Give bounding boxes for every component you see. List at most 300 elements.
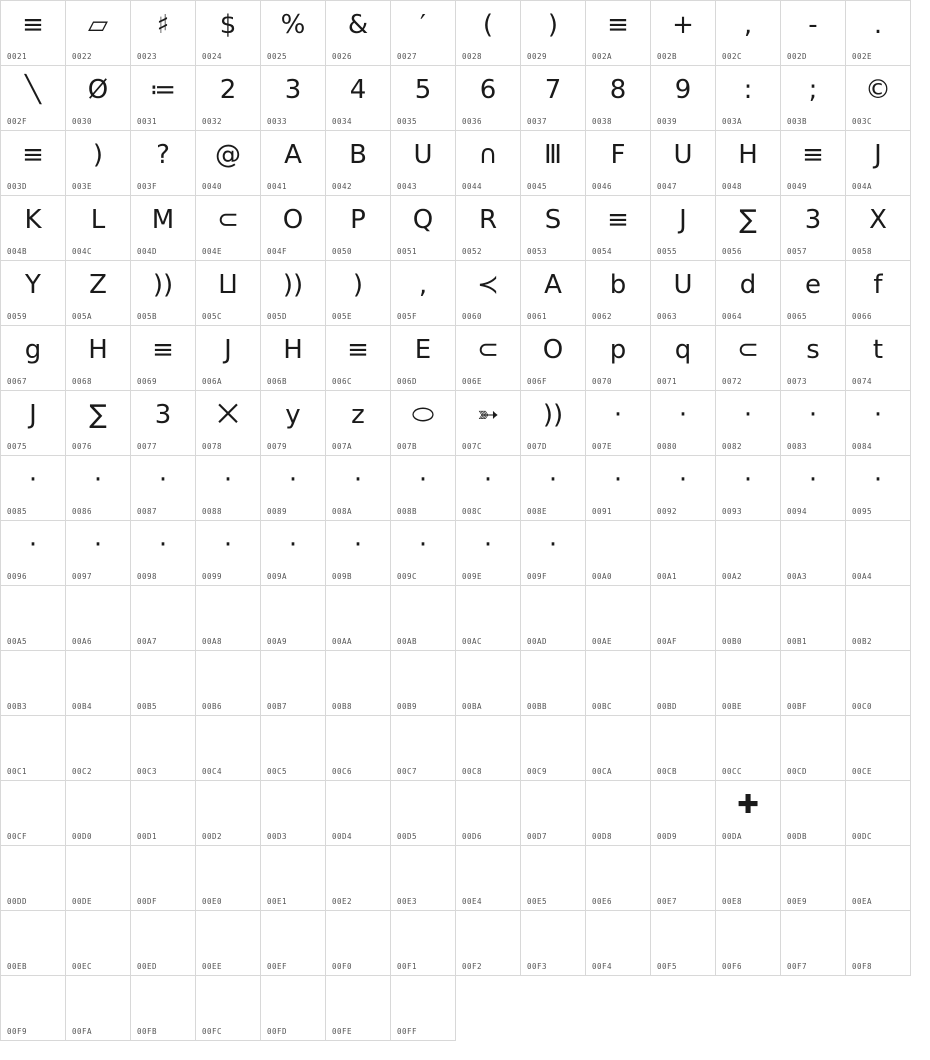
glyph-cell[interactable]	[456, 131, 521, 196]
glyph-cell[interactable]	[651, 846, 716, 911]
glyph-cell[interactable]	[1, 131, 66, 196]
glyph-cell[interactable]	[391, 846, 456, 911]
glyph-cell[interactable]	[586, 651, 651, 716]
glyph-cell[interactable]	[586, 131, 651, 196]
glyph-preview	[716, 848, 780, 892]
glyph-cell[interactable]	[586, 716, 651, 781]
glyph-cell[interactable]	[66, 586, 131, 651]
glyph-preview	[716, 718, 780, 762]
glyph-cell[interactable]	[131, 326, 196, 391]
glyph-cell[interactable]	[391, 326, 456, 391]
glyph-preview	[391, 978, 455, 1022]
glyph-cell[interactable]	[196, 976, 261, 1041]
glyph-cell[interactable]	[326, 391, 391, 456]
glyph-cell[interactable]	[326, 781, 391, 846]
glyph-preview	[66, 783, 130, 827]
glyph-cell[interactable]	[781, 131, 846, 196]
glyph-cell[interactable]	[716, 846, 781, 911]
glyph-cell[interactable]	[66, 326, 131, 391]
glyph-cell[interactable]	[391, 976, 456, 1041]
glyph-cell[interactable]	[521, 456, 586, 521]
glyph-codepoint-label: 00F8	[852, 962, 873, 971]
glyph-cell[interactable]	[326, 456, 391, 521]
glyph-codepoint-label: 00C9	[527, 767, 548, 776]
glyph-cell[interactable]	[846, 911, 911, 976]
glyph-codepoint-label: 0096	[7, 572, 28, 581]
glyph-cell[interactable]	[586, 326, 651, 391]
glyph-cell[interactable]	[846, 326, 911, 391]
glyph-cell[interactable]	[586, 911, 651, 976]
glyph-row	[1, 781, 911, 846]
glyph-cell[interactable]	[391, 261, 456, 326]
glyph-preview	[521, 913, 585, 957]
glyph-cell[interactable]	[391, 456, 456, 521]
glyph-cell[interactable]	[586, 846, 651, 911]
glyph-cell[interactable]	[521, 846, 586, 911]
glyph-preview	[781, 523, 845, 567]
glyph-cell[interactable]	[521, 521, 586, 586]
glyph-preview: J	[224, 335, 232, 365]
glyph-codepoint-label: 005C	[202, 312, 223, 321]
glyph-cell[interactable]	[261, 781, 326, 846]
glyph-preview	[781, 913, 845, 957]
glyph-cell[interactable]	[326, 976, 391, 1041]
glyph-cell[interactable]	[846, 66, 911, 131]
glyph-codepoint-label: 00DB	[787, 832, 808, 841]
glyph-cell[interactable]	[846, 781, 911, 846]
glyph-preview: ⊂	[737, 335, 759, 365]
glyph-cell[interactable]	[1, 911, 66, 976]
glyph-cell[interactable]	[66, 716, 131, 781]
glyph-preview: J	[874, 140, 882, 170]
glyph-cell[interactable]	[131, 261, 196, 326]
glyph-preview	[261, 783, 325, 827]
glyph-cell[interactable]	[651, 196, 716, 261]
glyph-cell[interactable]	[716, 781, 781, 846]
glyph-cell[interactable]	[456, 196, 521, 261]
glyph-codepoint-label: 0038	[592, 117, 613, 126]
glyph-cell[interactable]	[781, 261, 846, 326]
glyph-cell[interactable]	[326, 716, 391, 781]
glyph-cell[interactable]	[1, 1, 66, 66]
glyph-preview	[131, 653, 195, 697]
glyph-codepoint-label: 00C5	[267, 767, 288, 776]
glyph-codepoint-label: 00BF	[787, 702, 808, 711]
glyph-preview: B	[349, 140, 367, 170]
glyph-cell[interactable]	[716, 586, 781, 651]
glyph-cell[interactable]	[196, 391, 261, 456]
glyph-cell[interactable]	[131, 456, 196, 521]
glyph-cell[interactable]	[456, 781, 521, 846]
glyph-cell[interactable]	[66, 911, 131, 976]
glyph-cell[interactable]	[521, 391, 586, 456]
glyph-codepoint-label: 0055	[657, 247, 678, 256]
glyph-cell[interactable]	[261, 66, 326, 131]
glyph-cell[interactable]	[716, 196, 781, 261]
glyph-cell[interactable]	[456, 846, 521, 911]
glyph-cell[interactable]	[651, 261, 716, 326]
glyph-row	[1, 911, 911, 976]
glyph-preview	[586, 783, 650, 827]
glyph-preview: J	[29, 400, 37, 430]
glyph-cell[interactable]	[326, 66, 391, 131]
glyph-cell[interactable]	[131, 521, 196, 586]
glyph-cell[interactable]	[391, 586, 456, 651]
glyph-preview	[391, 913, 455, 957]
glyph-cell[interactable]	[131, 1, 196, 66]
glyph-cell[interactable]	[521, 651, 586, 716]
glyph-cell[interactable]	[456, 521, 521, 586]
glyph-cell[interactable]	[326, 586, 391, 651]
glyph-cell[interactable]	[1, 651, 66, 716]
glyph-codepoint-label: 0083	[787, 442, 808, 451]
glyph-cell[interactable]	[846, 196, 911, 261]
glyph-cell[interactable]	[716, 651, 781, 716]
glyph-preview: y	[285, 400, 301, 430]
glyph-preview	[131, 718, 195, 762]
glyph-cell[interactable]	[846, 1, 911, 66]
glyph-cell[interactable]	[261, 261, 326, 326]
glyph-cell[interactable]	[261, 521, 326, 586]
glyph-preview	[456, 653, 520, 697]
glyph-cell[interactable]	[781, 456, 846, 521]
glyph-cell[interactable]	[456, 716, 521, 781]
glyph-cell[interactable]	[391, 716, 456, 781]
glyph-preview	[521, 653, 585, 697]
glyph-cell[interactable]	[716, 456, 781, 521]
glyph-cell[interactable]	[391, 196, 456, 261]
glyph-cell[interactable]	[781, 781, 846, 846]
glyph-cell[interactable]	[326, 846, 391, 911]
glyph-cell[interactable]	[651, 651, 716, 716]
glyph-cell[interactable]	[521, 196, 586, 261]
glyph-cell[interactable]	[261, 196, 326, 261]
glyph-cell[interactable]	[261, 326, 326, 391]
glyph-cell[interactable]	[261, 586, 326, 651]
glyph-cell[interactable]	[261, 911, 326, 976]
glyph-codepoint-label: 00BC	[592, 702, 613, 711]
glyph-cell[interactable]	[261, 456, 326, 521]
glyph-row	[1, 1, 911, 66]
glyph-cell[interactable]	[456, 391, 521, 456]
glyph-cell[interactable]	[716, 261, 781, 326]
glyph-preview: ·	[483, 465, 493, 495]
glyph-cell[interactable]	[651, 521, 716, 586]
glyph-codepoint-label: 007A	[332, 442, 353, 451]
glyph-cell[interactable]	[131, 781, 196, 846]
glyph-cell[interactable]	[196, 781, 261, 846]
glyph-cell[interactable]	[391, 66, 456, 131]
glyph-cell[interactable]	[651, 716, 716, 781]
glyph-cell[interactable]	[131, 66, 196, 131]
glyph-cell[interactable]	[261, 976, 326, 1041]
glyph-cell[interactable]	[261, 846, 326, 911]
glyph-cell[interactable]	[1, 976, 66, 1041]
glyph-cell[interactable]	[391, 131, 456, 196]
glyph-cell[interactable]	[846, 716, 911, 781]
glyph-cell[interactable]	[456, 586, 521, 651]
glyph-cell[interactable]	[716, 1, 781, 66]
glyph-cell[interactable]	[716, 131, 781, 196]
glyph-preview: @	[215, 140, 241, 170]
glyph-cell[interactable]	[456, 261, 521, 326]
glyph-cell[interactable]	[131, 716, 196, 781]
glyph-cell[interactable]	[326, 521, 391, 586]
glyph-cell[interactable]	[196, 196, 261, 261]
glyph-cell[interactable]	[781, 391, 846, 456]
glyph-cell[interactable]	[716, 521, 781, 586]
glyph-cell[interactable]	[196, 326, 261, 391]
glyph-preview: ≡	[22, 140, 44, 170]
glyph-preview: ·	[873, 465, 883, 495]
glyph-cell[interactable]	[66, 846, 131, 911]
glyph-codepoint-label: 00DF	[137, 897, 158, 906]
glyph-preview	[781, 718, 845, 762]
glyph-cell[interactable]	[66, 521, 131, 586]
glyph-cell[interactable]	[586, 66, 651, 131]
glyph-cell[interactable]	[456, 1, 521, 66]
glyph-preview	[1, 588, 65, 632]
glyph-codepoint-label: 0082	[722, 442, 743, 451]
glyph-cell[interactable]	[196, 131, 261, 196]
glyph-cell[interactable]	[66, 456, 131, 521]
glyph-preview	[781, 783, 845, 827]
glyph-cell[interactable]	[586, 196, 651, 261]
glyph-cell[interactable]	[781, 846, 846, 911]
glyph-cell[interactable]	[66, 976, 131, 1041]
glyph-cell[interactable]	[716, 66, 781, 131]
glyph-codepoint-label: 00E2	[332, 897, 353, 906]
glyph-cell[interactable]	[846, 456, 911, 521]
glyph-preview	[131, 588, 195, 632]
glyph-preview: O	[542, 335, 564, 365]
glyph-codepoint-label: 00C7	[397, 767, 418, 776]
glyph-cell[interactable]	[846, 846, 911, 911]
glyph-cell[interactable]	[326, 261, 391, 326]
glyph-cell[interactable]	[391, 781, 456, 846]
glyph-cell[interactable]	[521, 586, 586, 651]
glyph-codepoint-label: 00B4	[72, 702, 93, 711]
glyph-cell[interactable]	[261, 131, 326, 196]
glyph-cell[interactable]	[196, 716, 261, 781]
glyph-cell[interactable]	[391, 651, 456, 716]
glyph-preview: ⨉	[217, 400, 239, 430]
glyph-cell[interactable]	[781, 586, 846, 651]
glyph-cell[interactable]	[131, 586, 196, 651]
glyph-cell[interactable]	[131, 911, 196, 976]
glyph-cell[interactable]	[131, 976, 196, 1041]
glyph-cell[interactable]	[196, 651, 261, 716]
glyph-preview: 3	[154, 400, 172, 430]
glyph-preview: ))	[542, 400, 564, 430]
glyph-cell[interactable]	[391, 911, 456, 976]
glyph-codepoint-label: 00F3	[527, 962, 548, 971]
glyph-preview: ∑	[89, 400, 107, 430]
glyph-preview: Ⅲ	[544, 140, 562, 170]
glyph-cell[interactable]	[196, 261, 261, 326]
glyph-cell[interactable]	[651, 1, 716, 66]
glyph-cell[interactable]	[521, 131, 586, 196]
glyph-cell[interactable]	[456, 66, 521, 131]
glyph-cell[interactable]	[781, 66, 846, 131]
glyph-cell[interactable]	[326, 1, 391, 66]
empty-cell	[716, 976, 781, 1041]
glyph-cell[interactable]	[456, 326, 521, 391]
glyph-cell[interactable]	[781, 326, 846, 391]
glyph-cell[interactable]	[1, 261, 66, 326]
glyph-cell[interactable]	[586, 456, 651, 521]
glyph-cell[interactable]	[196, 456, 261, 521]
glyph-cell[interactable]	[846, 131, 911, 196]
glyph-cell[interactable]	[586, 391, 651, 456]
glyph-cell[interactable]	[66, 261, 131, 326]
glyph-cell[interactable]	[196, 66, 261, 131]
glyph-cell[interactable]	[716, 911, 781, 976]
glyph-cell[interactable]	[261, 651, 326, 716]
glyph-cell[interactable]	[846, 521, 911, 586]
glyph-cell[interactable]	[781, 196, 846, 261]
glyph-cell[interactable]	[326, 196, 391, 261]
glyph-cell[interactable]	[66, 651, 131, 716]
glyph-cell[interactable]	[651, 66, 716, 131]
glyph-cell[interactable]	[326, 651, 391, 716]
glyph-cell[interactable]	[846, 651, 911, 716]
glyph-cell[interactable]	[1, 586, 66, 651]
glyph-cell[interactable]	[196, 846, 261, 911]
glyph-cell[interactable]	[66, 196, 131, 261]
glyph-preview	[261, 653, 325, 697]
glyph-codepoint-label: 00C8	[462, 767, 483, 776]
glyph-cell[interactable]	[1, 716, 66, 781]
glyph-cell[interactable]	[521, 716, 586, 781]
glyph-cell[interactable]	[196, 911, 261, 976]
glyph-cell[interactable]	[261, 716, 326, 781]
glyph-cell[interactable]	[521, 911, 586, 976]
glyph-cell[interactable]	[391, 391, 456, 456]
empty-cell	[586, 976, 651, 1041]
glyph-cell[interactable]	[66, 781, 131, 846]
glyph-preview: +	[672, 10, 694, 40]
glyph-codepoint-label: 00D5	[397, 832, 418, 841]
glyph-cell[interactable]	[586, 521, 651, 586]
glyph-cell[interactable]	[326, 911, 391, 976]
glyph-preview	[456, 588, 520, 632]
glyph-cell[interactable]	[586, 261, 651, 326]
glyph-cell[interactable]	[1, 846, 66, 911]
glyph-cell[interactable]	[651, 586, 716, 651]
glyph-codepoint-label: 0052	[462, 247, 483, 256]
glyph-cell[interactable]	[1, 781, 66, 846]
glyph-cell[interactable]	[131, 196, 196, 261]
glyph-cell[interactable]	[326, 131, 391, 196]
glyph-cell[interactable]	[391, 521, 456, 586]
glyph-cell[interactable]	[651, 911, 716, 976]
glyph-cell[interactable]	[651, 456, 716, 521]
glyph-cell[interactable]	[781, 1, 846, 66]
glyph-cell[interactable]	[651, 391, 716, 456]
glyph-cell[interactable]	[716, 326, 781, 391]
glyph-cell[interactable]	[521, 66, 586, 131]
glyph-codepoint-label: 00D4	[332, 832, 353, 841]
glyph-preview: ·	[808, 400, 818, 430]
glyph-codepoint-label: 0071	[657, 377, 678, 386]
glyph-cell[interactable]	[326, 326, 391, 391]
glyph-cell[interactable]	[1, 456, 66, 521]
glyph-cell[interactable]	[1, 391, 66, 456]
glyph-cell[interactable]	[456, 911, 521, 976]
glyph-cell[interactable]	[846, 391, 911, 456]
glyph-cell[interactable]	[781, 911, 846, 976]
glyph-cell[interactable]	[456, 456, 521, 521]
glyph-preview: 8	[609, 75, 627, 105]
glyph-cell[interactable]	[66, 391, 131, 456]
glyph-cell[interactable]	[196, 521, 261, 586]
glyph-cell[interactable]	[716, 716, 781, 781]
glyph-codepoint-label: 00FC	[202, 1027, 223, 1036]
glyph-cell[interactable]	[781, 716, 846, 781]
glyph-cell[interactable]	[1, 326, 66, 391]
glyph-cell[interactable]	[1, 66, 66, 131]
glyph-cell[interactable]	[1, 521, 66, 586]
glyph-cell[interactable]	[521, 781, 586, 846]
glyph-codepoint-label: 00D7	[527, 832, 548, 841]
glyph-codepoint-label: 00B2	[852, 637, 873, 646]
glyph-cell[interactable]	[261, 391, 326, 456]
glyph-preview: ∩	[478, 140, 498, 170]
glyph-cell[interactable]	[846, 586, 911, 651]
glyph-cell[interactable]	[131, 651, 196, 716]
glyph-codepoint-label: 0028	[462, 52, 483, 61]
glyph-row	[1, 716, 911, 781]
glyph-codepoint-label: 0073	[787, 377, 808, 386]
glyph-cell[interactable]	[651, 781, 716, 846]
glyph-cell[interactable]	[261, 1, 326, 66]
glyph-codepoint-label: 0069	[137, 377, 158, 386]
glyph-cell[interactable]	[521, 326, 586, 391]
glyph-cell[interactable]	[196, 586, 261, 651]
glyph-codepoint-label: 00F5	[657, 962, 678, 971]
glyph-preview: ≡	[607, 205, 629, 235]
glyph-cell[interactable]	[521, 1, 586, 66]
glyph-cell[interactable]	[716, 391, 781, 456]
glyph-codepoint-label: 0035	[397, 117, 418, 126]
glyph-cell[interactable]	[521, 261, 586, 326]
glyph-cell[interactable]	[846, 261, 911, 326]
glyph-cell[interactable]	[781, 521, 846, 586]
glyph-cell[interactable]	[586, 586, 651, 651]
glyph-cell[interactable]	[196, 1, 261, 66]
glyph-cell[interactable]	[1, 196, 66, 261]
glyph-cell[interactable]	[131, 846, 196, 911]
glyph-preview	[716, 913, 780, 957]
glyph-cell[interactable]	[131, 391, 196, 456]
glyph-cell[interactable]	[651, 326, 716, 391]
glyph-preview: d	[739, 270, 757, 300]
glyph-cell[interactable]	[66, 131, 131, 196]
glyph-cell[interactable]	[586, 781, 651, 846]
glyph-cell[interactable]	[651, 131, 716, 196]
glyph-cell[interactable]	[66, 1, 131, 66]
glyph-cell[interactable]	[781, 651, 846, 716]
glyph-cell[interactable]	[391, 1, 456, 66]
glyph-cell[interactable]	[131, 131, 196, 196]
glyph-cell[interactable]	[456, 651, 521, 716]
glyph-cell[interactable]	[66, 66, 131, 131]
glyph-codepoint-label: 009C	[397, 572, 418, 581]
glyph-preview	[66, 653, 130, 697]
glyph-preview: f	[873, 270, 883, 300]
glyph-cell[interactable]	[586, 1, 651, 66]
